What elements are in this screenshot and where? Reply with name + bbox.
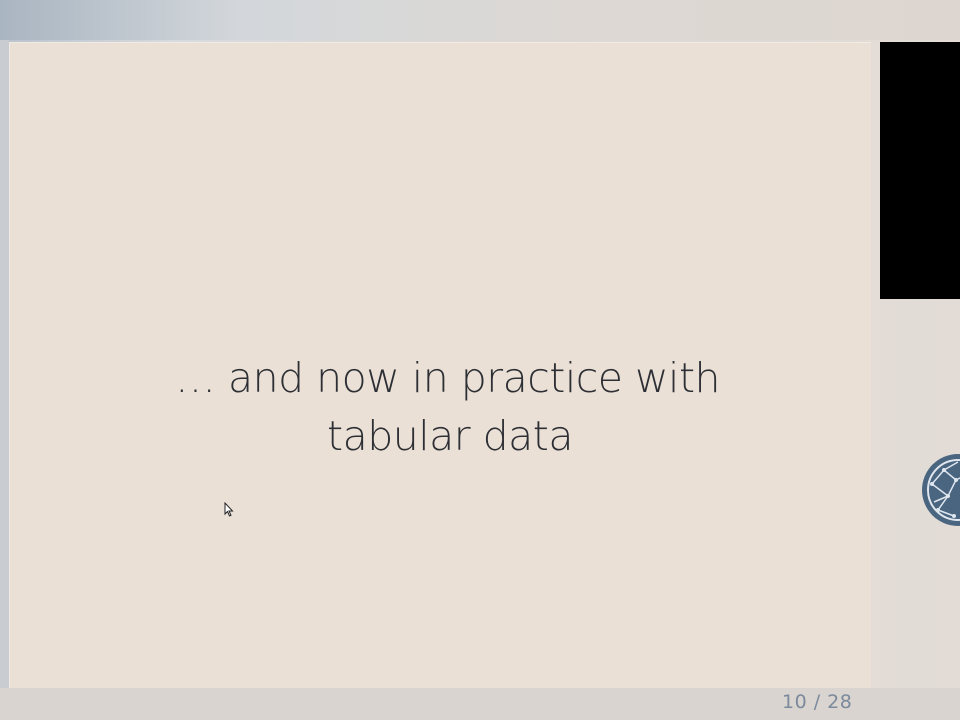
desktop-background-top xyxy=(0,0,960,40)
presentation-slide[interactable] xyxy=(9,42,871,713)
slide-counter: 10 / 28 xyxy=(782,691,853,713)
institution-logo-icon xyxy=(918,440,960,540)
video-panel xyxy=(880,42,960,299)
mouse-pointer-icon xyxy=(224,502,234,518)
desktop-background-right xyxy=(871,42,880,688)
slide-title-line-1: … and now in practice with xyxy=(174,354,721,402)
slide-title-line-2: tabular data xyxy=(327,412,573,460)
slide-title xyxy=(10,349,890,465)
